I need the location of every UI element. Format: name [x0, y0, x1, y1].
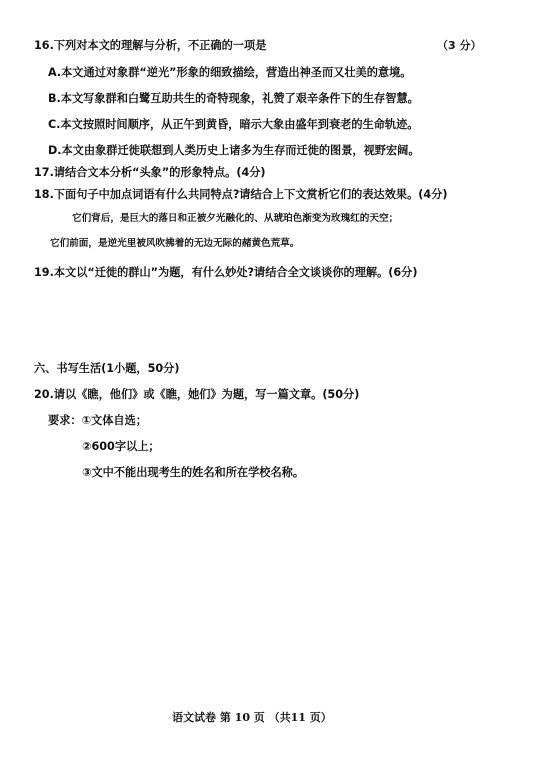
q18-quote-line-2: 它们前面，是逆光里被风吹拂着的无边无际的赭黄色荒草。 [50, 238, 300, 249]
q16-option-b: B.本文写象群和白鹭互助共生的奇特现象，礼赞了艰辛条件下的生存智慧。 [48, 92, 419, 105]
page-footer: 语文试卷 第 10 页 （共11 页） [172, 711, 332, 724]
q17-stem: 17.请结合文本分析“头象”的形象特点。(4分) [34, 166, 266, 179]
q18-quote-line-1: 它们背后，是巨大的落日和正被夕光融化的、从琥珀色渐变为玫瑰红的天空； [72, 213, 399, 224]
q16-option-c: C.本文按照时间顺序，从正午到黄昏，暗示大象由盛年到衰老的生命轨迹。 [48, 118, 419, 131]
q16-score: （3 分） [437, 39, 482, 52]
q20-requirement-1: 要求：①文体自选； [48, 414, 147, 427]
q18-stem: 18.下面句子中加点词语有什么共同特点?请结合上下文赏析它们的表达效果。(4分) [34, 188, 448, 201]
q16-option-d: D.本文由象群迁徙联想到人类历史上诸多为生存而迁徙的图景，视野宏阔。 [48, 144, 420, 157]
q20-requirement-3: ③文中不能出现考生的姓名和所在学校名称。 [82, 466, 305, 479]
section-6-heading: 六、书写生活(1小题，50分) [34, 362, 180, 375]
q16-option-a: A.本文通过对象群“逆光”形象的细致描绘，营造出神圣而又壮美的意境。 [48, 66, 412, 79]
q16-stem: 16.下列对本文的理解与分析，不正确的一项是 [34, 39, 267, 52]
q20-requirement-2: ②600字以上； [82, 440, 160, 453]
q19-stem: 19.本文以“迁徙的群山”为题，有什么妙处?请结合全文谈谈你的理解。(6分) [34, 266, 418, 279]
q20-stem: 20.请以《瞧，他们》或《瞧，她们》为题，写一篇文章。(50分) [34, 388, 360, 401]
